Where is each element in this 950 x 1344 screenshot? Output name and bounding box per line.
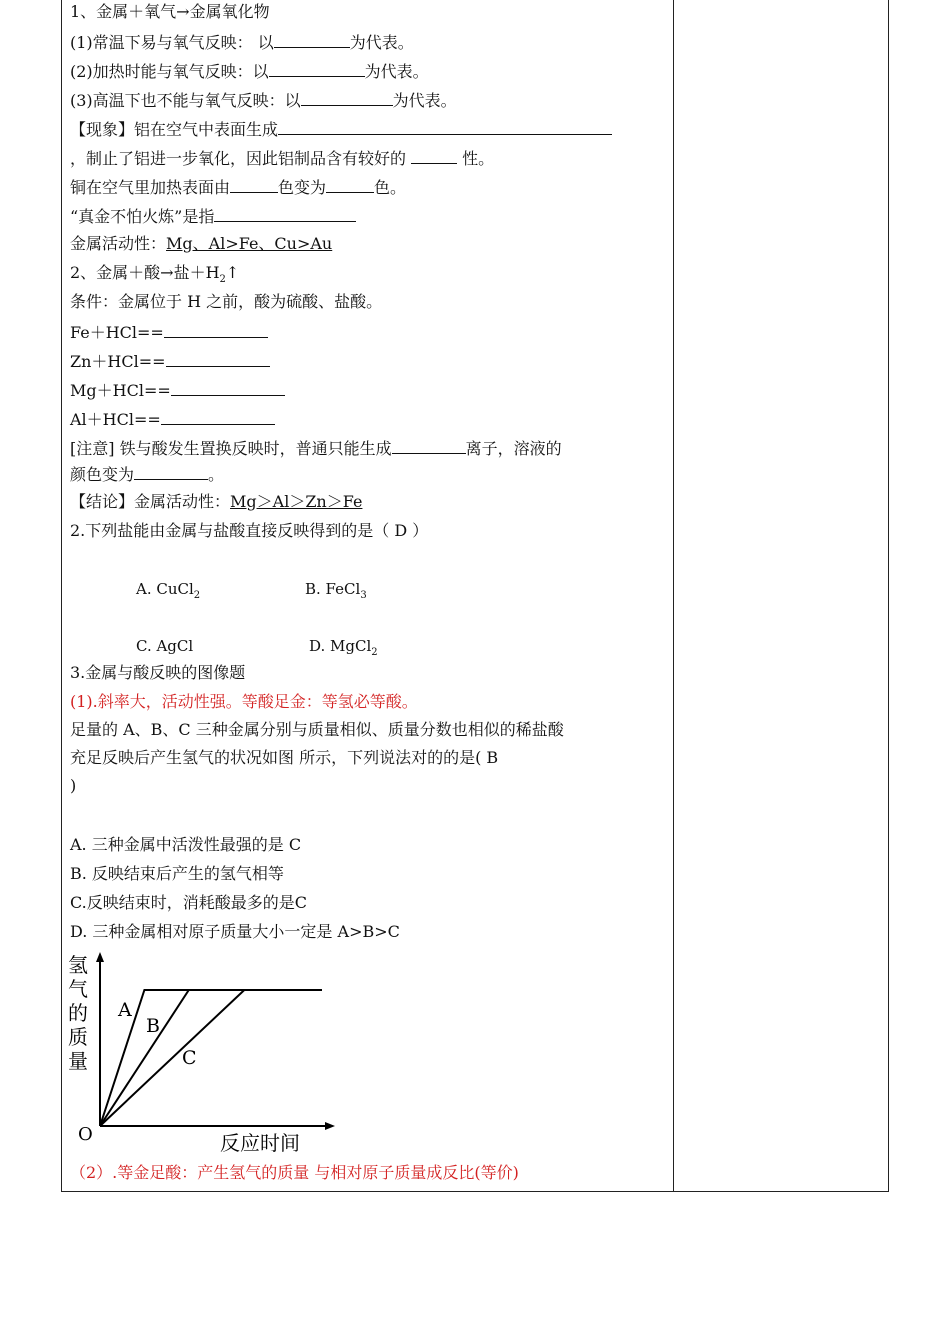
note-line: [注意] 铁与酸发生置换反映时，普通只能生成 离子，溶液的 (70, 439, 562, 458)
x-axis-label: 反应时间 (220, 1131, 300, 1155)
series-label-a: A (118, 999, 132, 1021)
phenomenon-line: 【现象】铝在空气中表面生成 (70, 118, 612, 140)
activity-line: 金属活动性：Mg、Al>Fe、Cu>Au (70, 234, 333, 253)
question2-stem: 2.下列盐能由金属与盐酸直接反映得到的是（ D ） (70, 521, 429, 540)
answer-blank[interactable] (392, 437, 466, 454)
answer-blank[interactable] (326, 176, 374, 193)
column-divider (673, 0, 674, 1191)
condition-line: 条件：金属位于 H 之前，酸为硫酸、盐酸。 (70, 292, 383, 311)
y-axis-label-char: 的 (68, 1001, 88, 1025)
answer-blank[interactable] (166, 350, 270, 367)
s1-line2: (2)加热时能与氧气反映：以 为代表。 (70, 62, 429, 81)
answer-blank[interactable] (269, 60, 365, 77)
equation-zn: Zn＋HCl== (70, 350, 270, 372)
equation-al: Al＋HCl== (70, 408, 275, 430)
copper-line: 铜在空气里加热表面由 色变为 色。 (70, 178, 407, 197)
y-axis-label-char: 量 (68, 1049, 88, 1073)
series-line-c (100, 990, 322, 1126)
y-axis-label (68, 953, 88, 1073)
section1-title: 1、金属＋氧气→金属氧化物 (70, 2, 270, 21)
equation-fe: Fe＋HCl== (70, 321, 268, 343)
answer-blank[interactable] (411, 147, 457, 164)
equation-mg: Mg＋HCl== (70, 379, 285, 401)
q3-option-c: C.反映结束时，消耗酸最多的是C (70, 893, 308, 912)
q2-option-b: B. FeCl$_3$ (305, 580, 367, 601)
q3-stem2: 充足反映后产生氢气的状况如图 所示，下列说法对的的是( B (70, 748, 499, 767)
answer-blank[interactable] (274, 31, 350, 48)
q3-stem3: ) (70, 776, 77, 795)
note-line2: 颜色变为 。 (70, 465, 225, 484)
answer-blank[interactable] (230, 176, 278, 193)
q2-option-a: A. CuCl$_2$ (136, 580, 201, 601)
series-label-b: B (146, 1015, 160, 1037)
q3-option-d: D. 三种金属相对原子质量大小一定是 A>B>C (70, 922, 400, 941)
q2-option-d: D. MgCl$_2$ (309, 637, 378, 658)
answer-blank[interactable] (214, 205, 356, 222)
q3-stem1: 足量的 A、B、C 三种金属分别与质量相似、质量分数也相似的稀盐酸 (70, 720, 564, 739)
hydrogen-chart (60, 950, 340, 1160)
answer-blank[interactable] (134, 463, 208, 480)
s1-line1: (1)常温下易与氧气反映： 以 为代表。 (70, 33, 414, 52)
rule2: （2）.等金足酸：产生氢气的质量 与相对原子质量成反比(等价) (70, 1163, 519, 1182)
answer-blank[interactable] (278, 118, 612, 135)
answer-blank[interactable] (301, 89, 393, 106)
y-axis-label-char: 氢 (68, 953, 88, 977)
series-line-a (100, 990, 322, 1126)
rule1: (1).斜率大，活动性强。等酸足金：等氢必等酸。 (70, 692, 418, 711)
y-axis-label-char: 气 (68, 977, 88, 1001)
x-axis-arrow (325, 1122, 335, 1130)
series-line-b (100, 990, 322, 1126)
y-axis-arrow (96, 952, 104, 962)
section2-title: 2、金属＋酸→盐$+H_2↑$ (70, 263, 240, 286)
y-axis-label-char: 质 (68, 1025, 88, 1049)
q3-option-a: A. 三种金属中活泼性最强的是 C (70, 835, 302, 854)
question3-title: 3.金属与酸反映的图像题 (70, 663, 246, 682)
origin-label: O (78, 1124, 93, 1145)
conclusion-line: 【结论】金属活动性：Mg＞Al＞Zn＞Fe (70, 492, 363, 511)
answer-blank[interactable] (164, 321, 268, 338)
series-label-c: C (182, 1047, 197, 1069)
s1-line3: (3)高温下也不能与氧气反映：以 为代表。 (70, 91, 457, 110)
answer-blank[interactable] (171, 379, 285, 396)
q2-option-c: C. AgCl (136, 637, 194, 655)
gold-line: “真金不怕火炼”是指 (70, 205, 356, 227)
answer-blank[interactable] (161, 408, 275, 425)
phenomenon-line2: ，制止了铝进一步氧化，因此铝制品含有较好的 性。 (70, 149, 495, 168)
q3-option-b: B. 反映结束后产生的氢气相等 (70, 864, 284, 883)
